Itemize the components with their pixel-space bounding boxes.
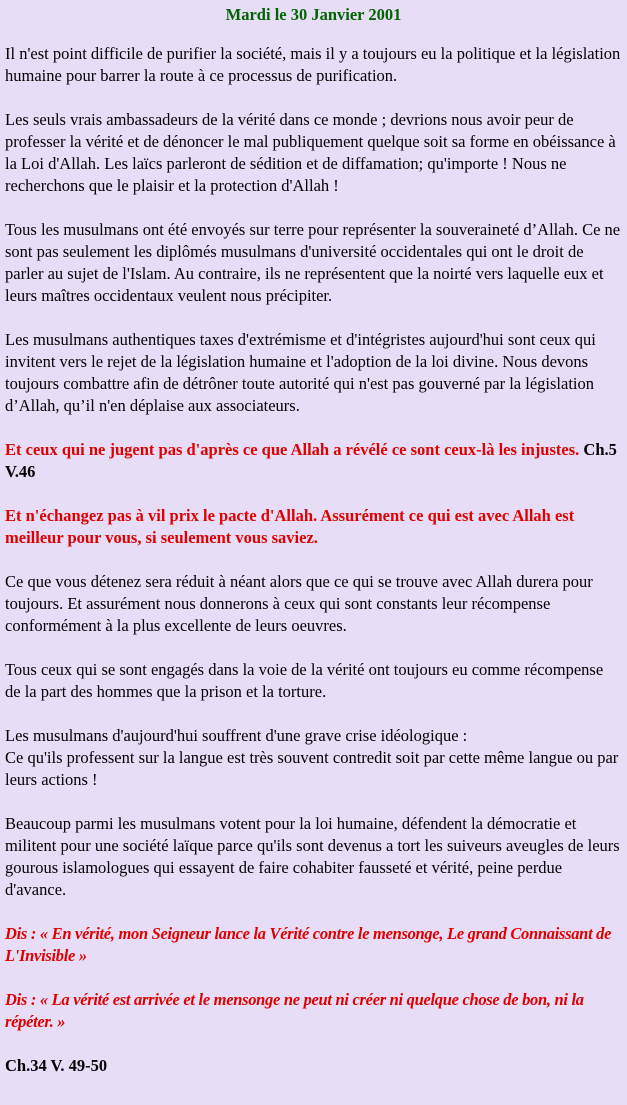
quote-injustes [5,439,622,483]
crisis-line-2: Ce qu'ils professent sur la langue est très souvent contredit soit par cette même langue ou par leurs actions ! [5,748,619,789]
final-reference: Ch.34 V. 49-50 [5,1056,108,1075]
paragraph-democracy: Beaucoup parmi les musulmans votent pour la loi humaine, défendent la démocratie et militent pour une société laïque parce qu'ils sont devenus a tort les suiveurs aveugles de leurs gourous islamologues qui essayent de faire cohabiter fausseté et vérité, peine perdue d'avance. [5,814,620,899]
paragraph-purification: Il n'est point difficile de purifier la société, mais il y a toujours eu la politique et la législation humaine pour barrer la route à ce processus de purification. [5,44,621,85]
paragraph-sovereignty: Tous les musulmans ont été envoyés sur terre pour représenter la souveraineté d’Allah. Ce ne sont pas seulement les diplômés musulmans d'université occidentales qui ont le droit de parler au sujet de l'Islam. Au contraire, ils ne représentent que la noirté vers laquelle eux et leurs maîtres occidentaux veulent nous précipiter. [5,220,621,305]
page-title: Mardi le 30 Janvier 2001 [225,5,402,24]
quote-verite-mensonge: Dis : « En vérité, mon Seigneur lance la Vérité contre le mensonge, Le grand Connaissant de L'Invisible » [5,924,612,965]
paragraph-prison: Tous ceux qui se sont engagés dans la voie de la vérité ont toujours eu comme récompense de la part des hommes que la prison et la torture. [5,660,604,701]
crisis-line-1: Les musulmans d'aujourd'hui souffrent d'une grave crise idéologique : [5,726,468,745]
paragraph-recompense: Ce que vous détenez sera réduit à néant alors que ce qui se trouve avec Allah durera pour toujours. Et assurément nous donnerons à ceux qui sont constants leur récompense conformément à la plus excellente de leurs oeuvres. [5,572,593,635]
quote-injustes-reference: Ch.5 V.46 [5,440,617,481]
paragraph-crisis [5,725,622,791]
paragraph-authentic-muslims: Les musulmans authentiques taxes d'extrémisme et d'intégristes aujourd'hui sont ceux qui invitent vers le rejet de la législation humaine et l'adoption de la loi divine. Nous devons toujours combattre afin de détrôner toute autorité qui n'est pas gouverné par la législation d’Allah, qu’il n'en déplaise aux associateurs. [5,330,596,415]
quote-pacte: Et n'échangez pas à vil prix le pacte d'Allah. Assurément ce qui est avec Allah est meilleur pour vous, si seulement vous saviez. [5,506,575,547]
quote-injustes-text: Et ceux qui ne jugent pas d'après ce que Allah a révélé ce sont ceux-là les injustes. [5,440,580,459]
quote-verite-arrivee: Dis : « La vérité est arrivée et le mensonge ne peut ni créer ni quelque chose de bon, ni la répéter. » [5,990,584,1031]
paragraph-ambassadors: Les seuls vrais ambassadeurs de la vérité dans ce monde ; devrions nous avoir peur de professer la vérité et de dénoncer le mal publiquement quelque soit sa forme en obéissance à la Loi d'Allah. Les laïcs parleront de sédition et de diffamation; qu'importe ! Nous ne recherchons que le plaisir et la protection d'Allah ! [5,110,616,195]
